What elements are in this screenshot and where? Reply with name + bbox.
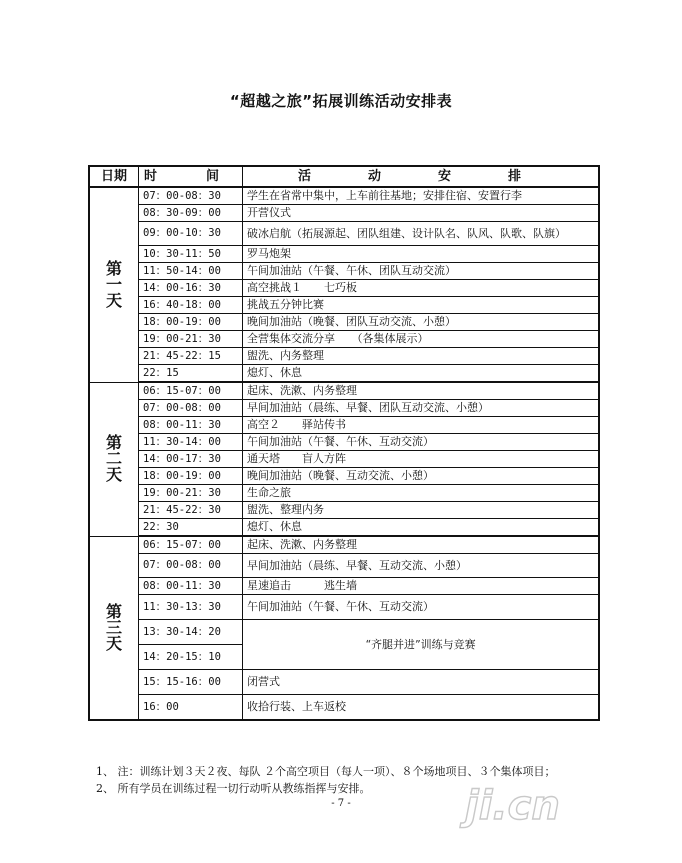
table-row [89, 620, 599, 645]
time-cell: 08：30-09：00 [139, 205, 243, 222]
time-cell: 11：50-14：00 [139, 263, 243, 280]
time-cell: 15：15-16：00 [139, 670, 243, 695]
schedule-table [88, 165, 600, 721]
activity-cell: 熄灯、休息 [243, 365, 600, 383]
activity-cell: 盥洗、内务整理 [243, 348, 600, 365]
activity-cell: 罗马炮架 [243, 246, 600, 263]
time-cell: 14：00-16：30 [139, 280, 243, 297]
time-cell: 22：15 [139, 365, 243, 383]
table-row [89, 280, 599, 297]
activity-cell: 挑战五分钟比赛 [243, 297, 600, 314]
activity-cell: 早间加油站（晨练、早餐、互动交流、小憩） [243, 554, 600, 578]
time-cell: 18：00-19：00 [139, 314, 243, 331]
watermark-text: ji.cn [465, 783, 560, 829]
day-char: 第 [105, 601, 122, 621]
table-row [89, 297, 599, 314]
time-cell: 07：00-08：00 [139, 400, 243, 417]
table-row [89, 263, 599, 280]
day-char: 第 [105, 433, 122, 452]
time-cell: 07：00-08：00 [139, 554, 243, 578]
day-char: 三 [105, 617, 122, 637]
time-cell: 11：30-13：30 [139, 595, 243, 620]
header-row [89, 166, 599, 187]
table-row [89, 246, 599, 263]
page-number: - 7 - [331, 798, 351, 809]
time-cell: 16：00 [139, 695, 243, 721]
table-row [89, 331, 599, 348]
time-cell: 06：15-07：00 [139, 536, 243, 554]
day-char: 天 [105, 290, 122, 310]
table-row [89, 502, 599, 519]
activity-cell: 午间加油站（午餐、午休、团队互动交流） [243, 263, 600, 280]
header-activity: 活 动 安 排 [243, 166, 600, 187]
time-cell: 19：00-21：30 [139, 485, 243, 502]
day-char: 天 [105, 633, 122, 653]
time-cell: 07：00-08：30 [139, 187, 243, 205]
time-cell: 14：20-15：10 [139, 645, 243, 670]
time-cell: 09：00-10：30 [139, 222, 243, 246]
time-cell: 08：00-11：30 [139, 578, 243, 595]
header-date: 日期 [89, 166, 139, 187]
time-cell: 22：30 [139, 519, 243, 537]
note-line: 1、 注：训练计划３天２夜、每队 ２个高空项目（每人一项）、８个场地项目、３个集体项目； [96, 765, 556, 778]
activity-cell: 闭营式 [243, 670, 600, 695]
activity-cell: 高空挑战１ 七巧板 [243, 280, 600, 297]
activity-cell: 晚间加油站（晚餐、团队互动交流、小憩） [243, 314, 600, 331]
activity-cell: 午间加油站（午餐、午休、互动交流） [243, 595, 600, 620]
time-cell: 14：00-17：30 [139, 451, 243, 468]
activity-cell: 盥洗、整理内务 [243, 502, 600, 519]
note-line: 2、 所有学员在训练过程一切行动听从教练指挥与安排。 [96, 782, 371, 795]
table-row [89, 536, 599, 554]
time-cell: 13：30-14：20 [139, 620, 243, 645]
activity-cell: 开营仪式 [243, 205, 600, 222]
day-char: 二 [105, 449, 122, 468]
table-row [89, 578, 599, 595]
table-row [89, 382, 599, 400]
day-label-1 [89, 187, 139, 382]
activity-cell: 起床、洗漱、内务整理 [243, 382, 600, 400]
activity-cell: 破冰启航（拓展源起、团队组建、设计队名、队风、队歌、队旗） [243, 222, 600, 246]
day-label-2 [89, 382, 139, 536]
activity-cell: 熄灯、休息 [243, 519, 600, 537]
table-row [89, 417, 599, 434]
activity-cell: 生命之旅 [243, 485, 600, 502]
table-row [89, 519, 599, 537]
day-label-3 [89, 536, 139, 720]
table-row [89, 451, 599, 468]
activity-cell: 通天塔 盲人方阵 [243, 451, 600, 468]
activity-cell: 起床、洗漱、内务整理 [243, 536, 600, 554]
activity-cell: 晚间加油站（晚餐、互动交流、小憩） [243, 468, 600, 485]
page-title: “超越之旅”拓展训练活动安排表 [229, 92, 453, 110]
table-row [89, 695, 599, 721]
table-row [89, 670, 599, 695]
table-row [89, 595, 599, 620]
table-row [89, 222, 599, 246]
table-row [89, 400, 599, 417]
table-row [89, 205, 599, 222]
table-row [89, 434, 599, 451]
activity-cell: 早间加油站（晨练、早餐、团队互动交流、小憩） [243, 400, 600, 417]
time-cell: 10：30-11：50 [139, 246, 243, 263]
activity-cell: 高空２ 驿站传书 [243, 417, 600, 434]
table-row [89, 314, 599, 331]
activity-cell-merged: “齐腿并进”训练与竞赛 [243, 620, 600, 670]
header-time: 时 间 [139, 166, 243, 187]
table-row [89, 468, 599, 485]
activity-cell: 学生在省常中集中，上车前往基地；安排住宿、安置行李 [243, 187, 600, 205]
activity-cell: 午间加油站（午餐、午休、互动交流） [243, 434, 600, 451]
time-cell: 08：00-11：30 [139, 417, 243, 434]
activity-cell: 全营集体交流分享 （各集体展示） [243, 331, 600, 348]
table-row [89, 485, 599, 502]
time-cell: 21：45-22：15 [139, 348, 243, 365]
time-cell: 19：00-21：30 [139, 331, 243, 348]
day-char: 天 [105, 465, 122, 484]
time-cell: 21：45-22：30 [139, 502, 243, 519]
table-row [89, 554, 599, 578]
time-cell: 18：00-19：00 [139, 468, 243, 485]
time-cell: 11：30-14：00 [139, 434, 243, 451]
time-cell: 16：40-18：00 [139, 297, 243, 314]
table-row [89, 187, 599, 205]
activity-cell: 星速追击 逃生墙 [243, 578, 600, 595]
day-char: 一 [105, 274, 122, 294]
activity-cell: 收拾行装、上车返校 [243, 695, 600, 721]
day-char: 第 [105, 258, 122, 278]
table-row [89, 365, 599, 383]
watermark-logo [455, 774, 615, 834]
table-row [89, 348, 599, 365]
time-cell: 06：15-07：00 [139, 382, 243, 400]
